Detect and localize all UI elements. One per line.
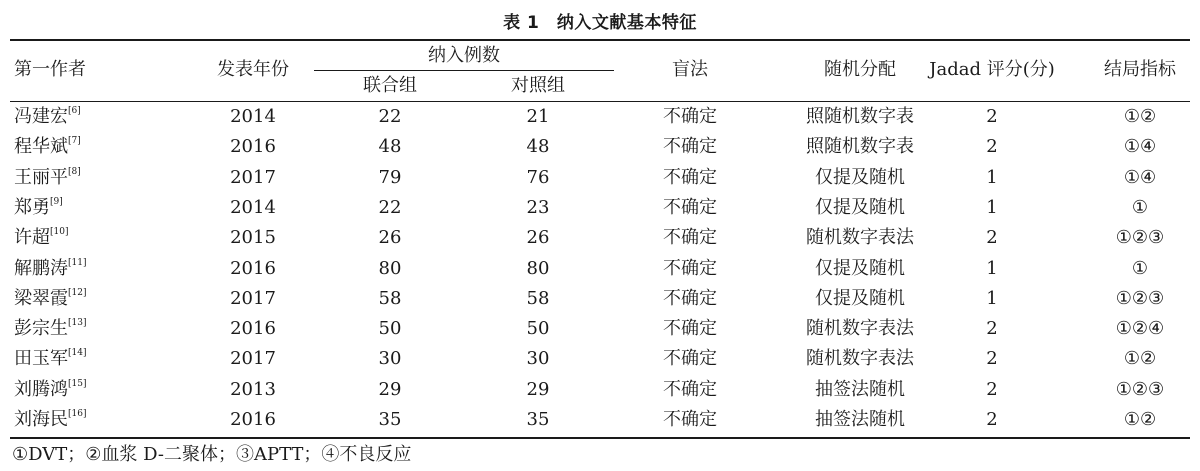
cell-combined: 22: [378, 197, 402, 218]
reference-marker: [11]: [68, 258, 87, 268]
cell-random: 仅提及随机: [815, 288, 905, 309]
header-outcome: 结局指标: [1104, 59, 1176, 80]
cell-author: [14, 198, 63, 218]
table-top-rule: [10, 39, 1190, 41]
author-name: 王丽平: [14, 167, 68, 188]
cell-jadad: 2: [986, 409, 998, 430]
cell-author: [14, 289, 86, 309]
author-name: 程华斌: [14, 136, 68, 157]
cell-control: 80: [526, 258, 550, 279]
cell-year: 2015: [230, 227, 276, 248]
author-name: 解鹏涛: [14, 258, 68, 279]
cell-year: 2017: [230, 348, 276, 369]
cell-random: 随机数字表法: [806, 348, 914, 369]
reference-marker: [15]: [68, 379, 87, 389]
cell-jadad: 2: [986, 106, 998, 127]
header-cases-group: 纳入例数: [428, 45, 500, 66]
table-footnote: ①DVT；②血浆 D-二聚体；③APTT；④不良反应: [12, 444, 412, 465]
cell-year: 2014: [230, 197, 276, 218]
cell-jadad: 2: [986, 136, 998, 157]
cell-year: 2016: [230, 318, 276, 339]
reference-marker: [14]: [68, 348, 87, 358]
cell-blind: 不确定: [663, 409, 717, 430]
cell-control: 26: [526, 227, 550, 248]
cell-year: 2016: [230, 258, 276, 279]
cell-random: 照随机数字表: [806, 106, 914, 127]
reference-marker: [10]: [50, 227, 69, 237]
cell-control: 48: [526, 136, 550, 157]
cell-combined: 35: [378, 409, 402, 430]
cell-blind: 不确定: [663, 258, 717, 279]
cell-author: [14, 319, 86, 339]
cell-outcome: ①: [1131, 197, 1149, 218]
cell-outcome: ①④: [1123, 167, 1157, 188]
cell-jadad: 1: [986, 167, 998, 188]
reference-marker: [16]: [68, 409, 87, 419]
reference-marker: [6]: [68, 106, 81, 116]
cell-author: [14, 259, 86, 279]
cell-random: 仅提及随机: [815, 258, 905, 279]
cell-random: 照随机数字表: [806, 136, 914, 157]
header-blind: 盲法: [672, 59, 708, 80]
cell-jadad: 1: [986, 258, 998, 279]
reference-marker: [8]: [68, 167, 81, 177]
cell-year: 2017: [230, 288, 276, 309]
cell-year: 2016: [230, 409, 276, 430]
cell-blind: 不确定: [663, 106, 717, 127]
author-name: 田玉军: [14, 348, 68, 369]
cell-blind: 不确定: [663, 348, 717, 369]
cell-combined: 58: [378, 288, 402, 309]
cell-jadad: 2: [986, 348, 998, 369]
header-year: 发表年份: [217, 59, 289, 80]
table-bottom-rule: [10, 437, 1190, 439]
cell-blind: 不确定: [663, 227, 717, 248]
author-name: 彭宗生: [14, 318, 68, 339]
cell-blind: 不确定: [663, 379, 717, 400]
cell-outcome: ①②: [1123, 409, 1157, 430]
cell-combined: 30: [378, 348, 402, 369]
cell-jadad: 2: [986, 379, 998, 400]
cell-combined: 79: [378, 167, 402, 188]
author-name: 刘海民: [14, 409, 68, 430]
reference-marker: [12]: [68, 288, 87, 298]
cell-combined: 29: [378, 379, 402, 400]
cell-year: 2014: [230, 106, 276, 127]
cell-combined: 26: [378, 227, 402, 248]
author-name: 许超: [14, 227, 50, 248]
author-name: 梁翠霞: [14, 288, 68, 309]
reference-marker: [7]: [68, 136, 81, 146]
cell-combined: 80: [378, 258, 402, 279]
header-jadad: Jadad 评分(分): [929, 59, 1055, 80]
cell-random: 抽签法随机: [815, 409, 905, 430]
cell-author: [14, 410, 86, 430]
cell-jadad: 1: [986, 197, 998, 218]
cell-random: 抽签法随机: [815, 379, 905, 400]
cell-combined: 50: [378, 318, 402, 339]
cell-jadad: 2: [986, 227, 998, 248]
cell-jadad: 1: [986, 288, 998, 309]
cell-outcome: ①: [1131, 258, 1149, 279]
cell-year: 2013: [230, 379, 276, 400]
cell-outcome: ①②③: [1115, 379, 1165, 400]
cell-outcome: ①②: [1123, 348, 1157, 369]
cell-outcome: ①②: [1123, 106, 1157, 127]
cell-control: 23: [526, 197, 550, 218]
cell-random: 随机数字表法: [806, 318, 914, 339]
cell-control: 35: [526, 409, 550, 430]
table-title: 表 1 纳入文献基本特征: [503, 13, 697, 33]
cell-random: 仅提及随机: [815, 167, 905, 188]
cell-jadad: 2: [986, 318, 998, 339]
cell-outcome: ①④: [1123, 136, 1157, 157]
cell-outcome: ①②③: [1115, 288, 1165, 309]
reference-marker: [9]: [50, 197, 63, 207]
author-name: 冯建宏: [14, 106, 68, 127]
header-author: 第一作者: [14, 59, 86, 80]
cell-control: 76: [526, 167, 550, 188]
cell-blind: 不确定: [663, 318, 717, 339]
cell-blind: 不确定: [663, 197, 717, 218]
cell-control: 29: [526, 379, 550, 400]
cell-author: [14, 380, 86, 400]
header-combined: 联合组: [363, 75, 417, 96]
table-header-rule: [10, 101, 1190, 102]
cell-control: 30: [526, 348, 550, 369]
cell-blind: 不确定: [663, 136, 717, 157]
cell-year: 2017: [230, 167, 276, 188]
author-name: 郑勇: [14, 197, 50, 218]
cell-author: [14, 107, 81, 127]
cases-group-underline: [314, 70, 614, 71]
cell-random: 仅提及随机: [815, 197, 905, 218]
cell-combined: 22: [378, 106, 402, 127]
header-control: 对照组: [511, 75, 565, 96]
cell-blind: 不确定: [663, 167, 717, 188]
cell-author: [14, 349, 86, 369]
cell-control: 58: [526, 288, 550, 309]
cell-control: 50: [526, 318, 550, 339]
cell-blind: 不确定: [663, 288, 717, 309]
cell-random: 随机数字表法: [806, 227, 914, 248]
cell-author: [14, 168, 81, 188]
reference-marker: [13]: [68, 318, 87, 328]
cell-outcome: ①②④: [1115, 318, 1165, 339]
cell-author: [14, 137, 81, 157]
header-random: 随机分配: [824, 59, 896, 80]
cell-control: 21: [526, 106, 550, 127]
cell-author: [14, 228, 68, 248]
cell-outcome: ①②③: [1115, 227, 1165, 248]
cell-year: 2016: [230, 136, 276, 157]
author-name: 刘腾鸿: [14, 379, 68, 400]
cell-combined: 48: [378, 136, 402, 157]
